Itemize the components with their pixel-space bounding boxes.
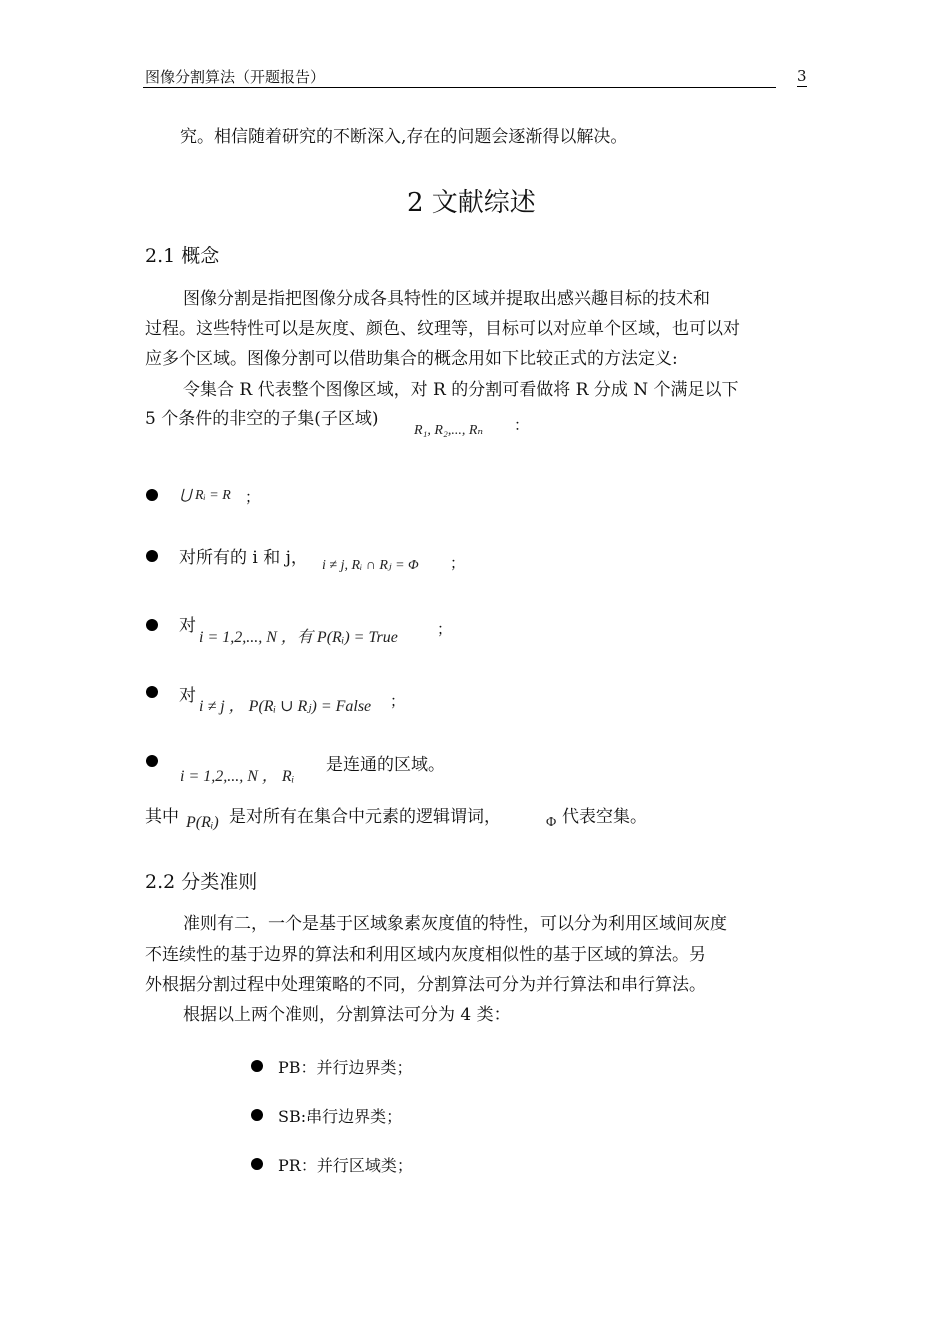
section-title: 2 文献综述 (407, 188, 536, 218)
closing-mid: 是对所有在集合中元素的逻辑谓词， (229, 807, 501, 827)
condition-4-tail: ； (390, 692, 406, 710)
closing-before: 其中 (145, 807, 179, 827)
condition-1-formula: ⋃ Rᵢ = R (180, 488, 231, 503)
condition-2-text: 对所有的 i 和 j， (179, 548, 308, 568)
condition-2-tail: ； (450, 554, 466, 572)
paragraph-line: 根据以上两个准则，分割算法可分为 4 类： (183, 1005, 511, 1025)
subsection-title-2-1: 2.1 概念 (145, 245, 220, 267)
bullet (251, 1158, 263, 1170)
running-header-title: 图像分割算法（开题报告） (145, 68, 326, 86)
condition-1-tail: ； (245, 488, 261, 506)
closing-formula-p: P(Rᵢ) (186, 814, 219, 831)
condition-4-text: 对 (179, 686, 196, 706)
condition-5-tail: 是连通的区域。 (326, 755, 445, 775)
bullet (146, 489, 158, 501)
colon: ： (514, 416, 530, 434)
paragraph-line: 准则有二，一个是基于区域象素灰度值的特性，可以分为利用区域间灰度 (183, 914, 727, 934)
category-item: PR：并行区域类； (278, 1156, 413, 1175)
condition-2-formula: i ≠ j, Rᵢ ∩ Rⱼ = Φ (322, 558, 419, 573)
paragraph-line: 过程。这些特性可以是灰度、颜色、纹理等，目标可以对应单个区域，也可以对 (145, 319, 740, 339)
paragraph-line: 5 个条件的非空的子集(子区域) (145, 409, 379, 429)
condition-3-formula: i = 1,2,..., N ，有 P(Rᵢ) = True (199, 629, 398, 646)
bullet (146, 550, 158, 562)
category-item: SB:串行边界类； (278, 1107, 403, 1126)
subset-formula: R₁, R₂,..., Rₙ (414, 423, 484, 438)
paragraph-line: 图像分割是指把图像分成各具特性的区域并提取出感兴趣目标的技术和 (183, 289, 710, 309)
bullet (146, 755, 158, 767)
closing-after: 代表空集。 (562, 807, 647, 827)
condition-4-formula: i ≠ j ， P(Rᵢ ∪ Rⱼ) = False (199, 698, 372, 715)
paragraph-line: 令集合 R 代表整个图像区域，对 R 的分割可看做将 R 分成 N 个满足以下 (183, 380, 739, 400)
paragraph-line: 应多个区域。图像分割可以借助集合的概念用如下比较正式的方法定义: (145, 349, 678, 369)
paragraph-line: 外根据分割过程中处理策略的不同，分割算法可分为并行算法和串行算法。 (145, 975, 706, 995)
category-item: PB：并行边界类； (278, 1058, 413, 1077)
bullet (251, 1060, 263, 1072)
empty-set-symbol: Φ (546, 815, 557, 830)
subsection-title-2-2: 2.2 分类准则 (145, 871, 258, 893)
condition-5-formula: i = 1,2,..., N ， Rᵢ (180, 768, 295, 785)
intro-line: 究。相信随着研究的不断深入,存在的问题会逐渐得以解决。 (180, 127, 628, 147)
condition-3-text: 对 (179, 616, 196, 636)
bullet (251, 1109, 263, 1121)
header-rule (143, 87, 776, 88)
page-number: 3 (797, 67, 807, 85)
condition-3-tail: ； (437, 620, 453, 638)
bullet (146, 686, 158, 698)
bullet (146, 619, 158, 631)
paragraph-line: 不连续性的基于边界的算法和利用区域内灰度相似性的基于区域的算法。另 (145, 945, 706, 965)
